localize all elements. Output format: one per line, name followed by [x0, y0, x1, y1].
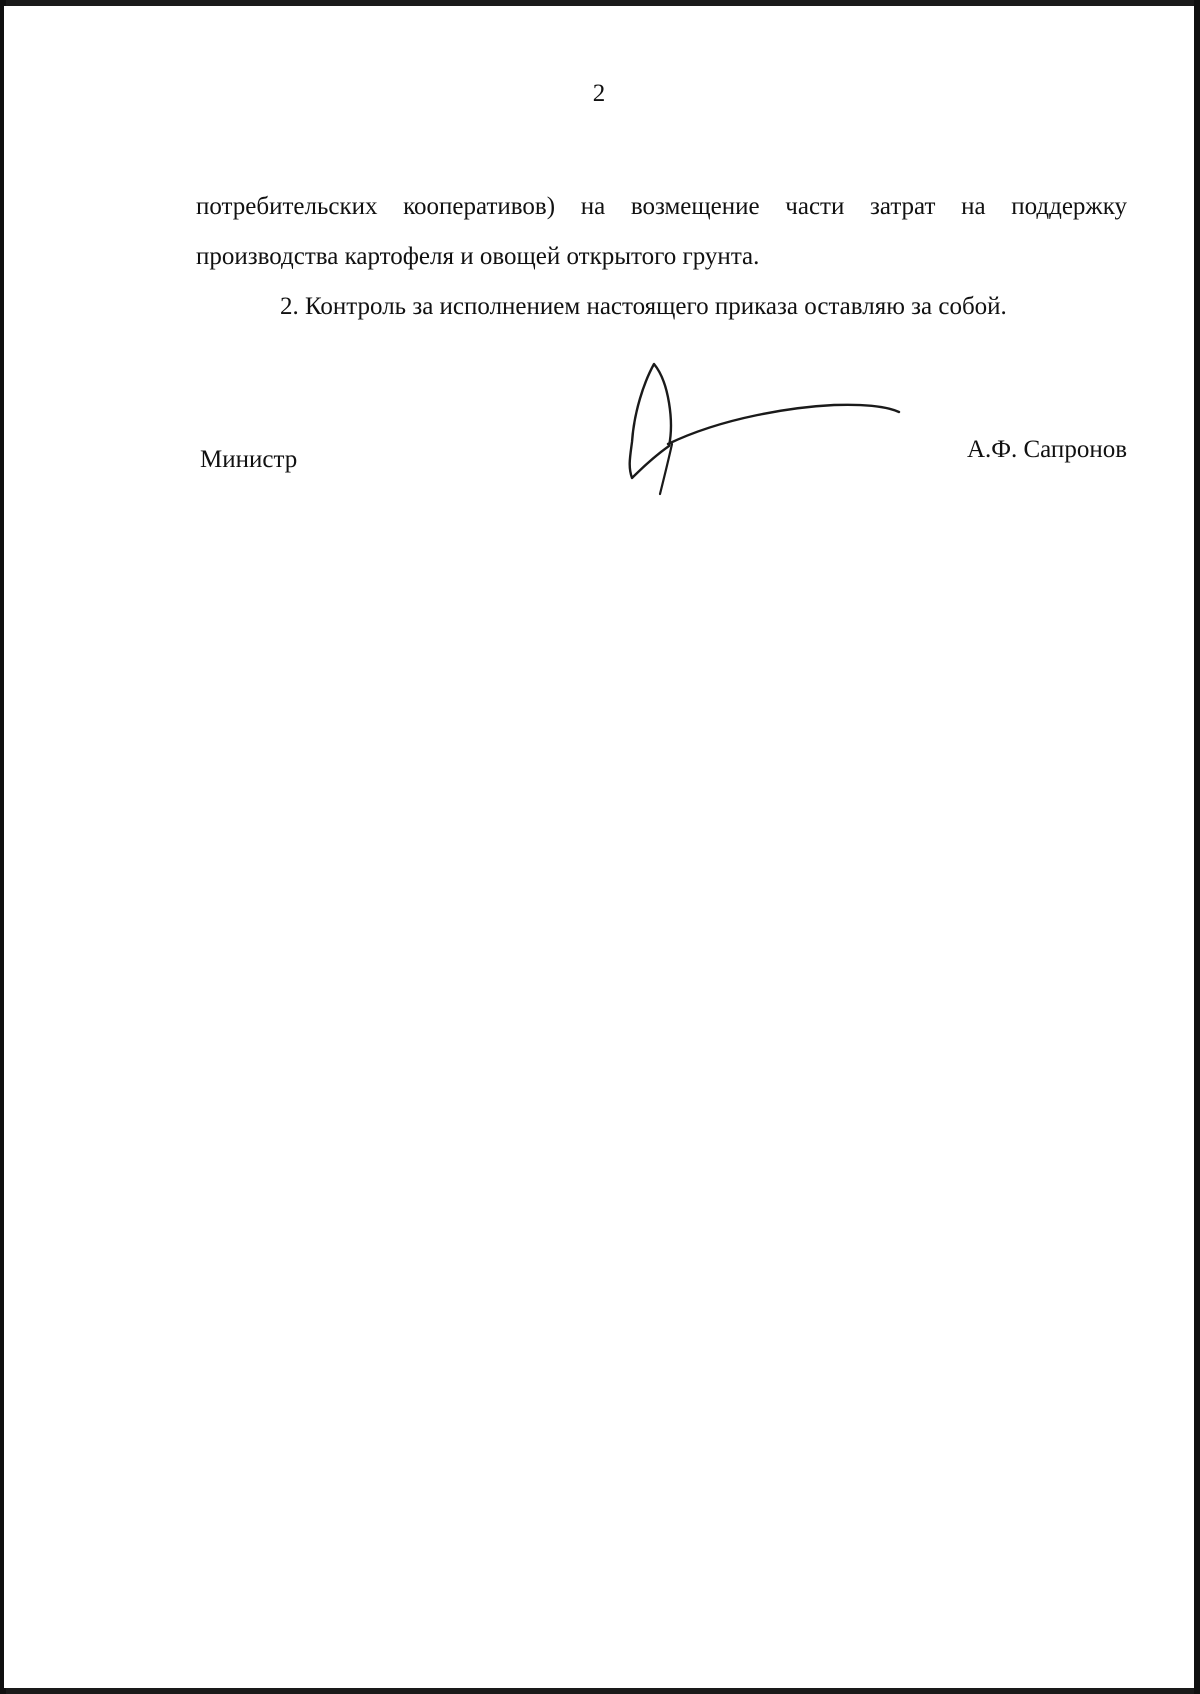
signer-name: А.Ф. Сапронов [966, 436, 1127, 463]
body-paragraph-continuation: потребительских кооперативов) на возмещение части затрат на поддержку производства картофеля и овощей открытого грунта. [196, 193, 1127, 270]
signer-title: Министр [200, 446, 298, 473]
body-paragraph-control-clause: 2. Контроль за исполнением настоящего приказа оставляю за собой. [280, 293, 1007, 320]
handwritten-signature [624, 362, 914, 502]
page-number: 2 [592, 80, 606, 107]
document-page [4, 6, 1194, 1688]
scan-border-right [1194, 0, 1200, 1694]
